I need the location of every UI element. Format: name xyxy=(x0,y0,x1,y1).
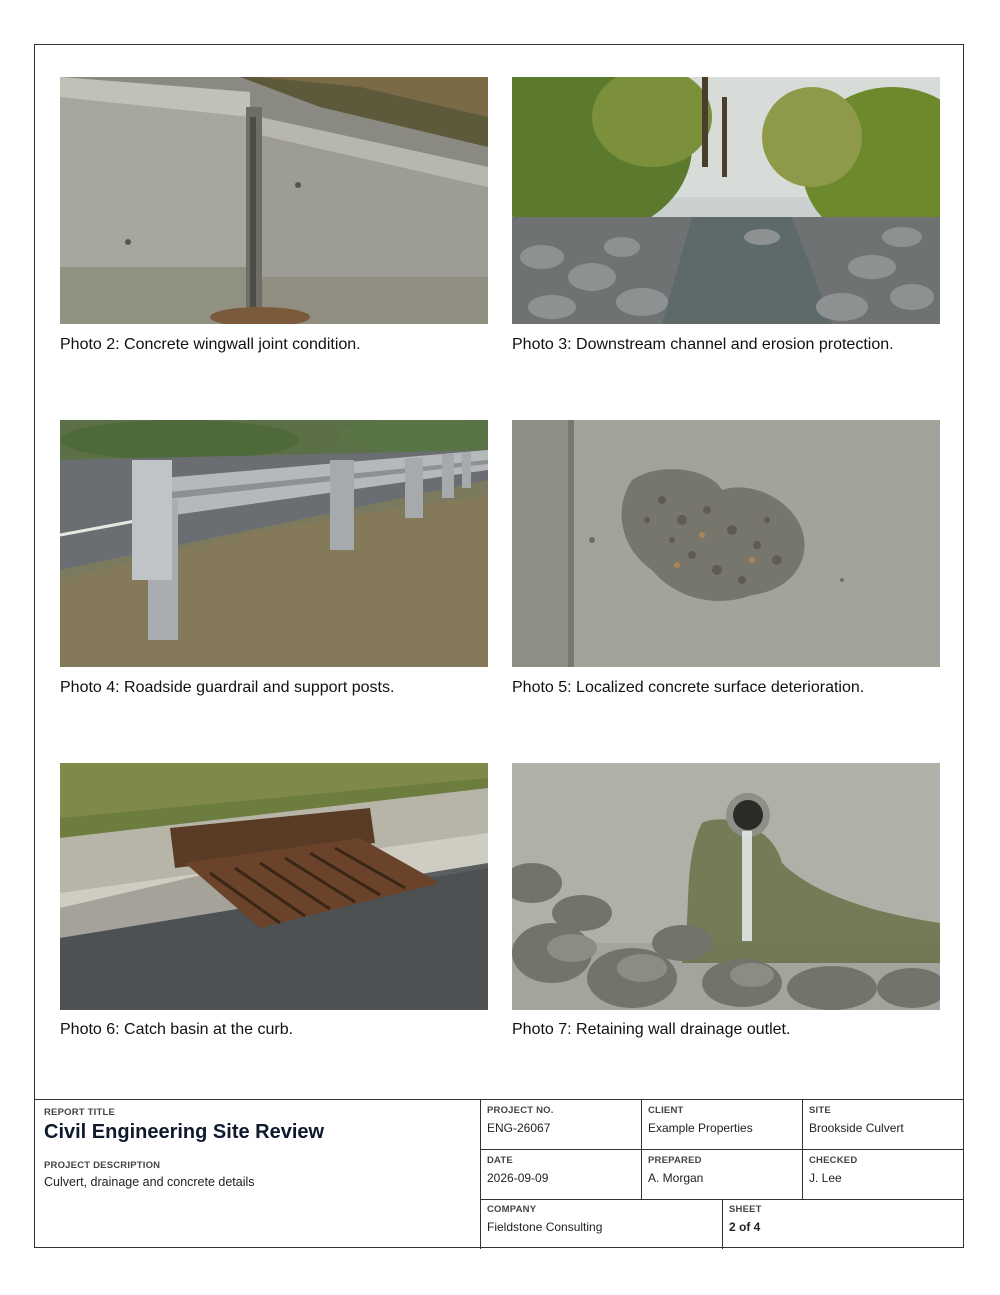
date-cell xyxy=(487,1155,637,1185)
company: Fieldstone Consulting xyxy=(487,1220,603,1234)
site-label: SITE xyxy=(809,1105,831,1116)
photo-concrete-deterioration xyxy=(512,420,940,667)
project-description: Culvert, drainage and concrete details xyxy=(44,1175,255,1189)
checked-cell xyxy=(809,1155,959,1185)
site-cell xyxy=(809,1105,959,1135)
divider xyxy=(722,1200,723,1249)
sheet-label: SHEET xyxy=(729,1204,762,1215)
photo-drainage-outlet xyxy=(512,763,940,1010)
divider xyxy=(480,1149,964,1150)
divider xyxy=(480,1100,481,1249)
project-no-cell xyxy=(487,1105,637,1135)
project-description-cell xyxy=(44,1160,474,1189)
client-cell xyxy=(648,1105,798,1135)
photo-caption: Photo 5: Localized concrete surface deterioration. xyxy=(512,679,865,696)
photo-caption: Photo 2: Concrete wingwall joint condition. xyxy=(60,336,361,353)
photo-caption: Photo 7: Retaining wall drainage outlet. xyxy=(512,1021,791,1038)
photo-caption: Photo 6: Catch basin at the curb. xyxy=(60,1021,294,1038)
divider xyxy=(641,1100,642,1200)
photo-catch-basin xyxy=(60,763,488,1010)
photo-downstream-channel xyxy=(512,77,940,324)
sheet-number: 2 of 4 xyxy=(729,1220,761,1234)
checked: J. Lee xyxy=(809,1171,842,1185)
prepared: A. Morgan xyxy=(648,1171,704,1185)
company-label: COMPANY xyxy=(487,1204,537,1215)
client-label: CLIENT xyxy=(648,1105,684,1116)
photo-wingwall-joint xyxy=(60,77,488,324)
project-no: ENG-26067 xyxy=(487,1121,551,1135)
report-title-cell xyxy=(44,1107,474,1144)
date-label: DATE xyxy=(487,1155,513,1166)
project-description-label: PROJECT DESCRIPTION xyxy=(44,1160,161,1171)
title-block xyxy=(34,1099,964,1248)
divider xyxy=(802,1100,803,1200)
prepared-cell xyxy=(648,1155,798,1185)
prepared-label: PREPARED xyxy=(648,1155,702,1166)
site: Brookside Culvert xyxy=(809,1121,904,1135)
photo-caption: Photo 4: Roadside guardrail and support posts. xyxy=(60,679,395,696)
report-title: Civil Engineering Site Review xyxy=(44,1121,325,1143)
photo-guardrail xyxy=(60,420,488,667)
checked-label: CHECKED xyxy=(809,1155,858,1166)
divider xyxy=(480,1199,964,1200)
project-no-label: PROJECT NO. xyxy=(487,1105,554,1116)
date: 2026-09-09 xyxy=(487,1171,549,1185)
sheet-cell xyxy=(729,1204,959,1234)
client: Example Properties xyxy=(648,1121,753,1135)
photo-caption: Photo 3: Downstream channel and erosion protection. xyxy=(512,336,894,353)
company-cell xyxy=(487,1204,717,1234)
report-title-label: REPORT TITLE xyxy=(44,1107,116,1118)
